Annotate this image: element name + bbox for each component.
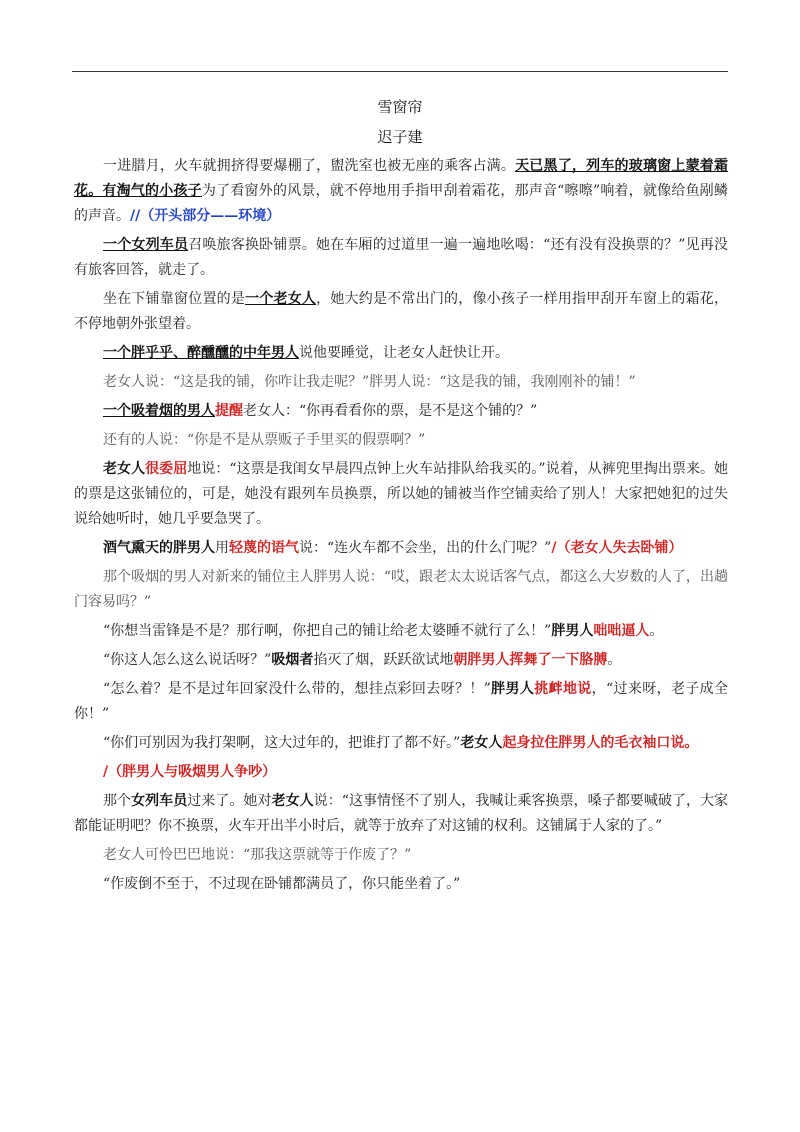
aggrieved-highlight: 很委屈 <box>145 461 188 477</box>
annotation-lost-berth: /（老女人失去卧铺） <box>551 540 683 556</box>
contempt-highlight: 轻蔑的语气 <box>229 540 299 556</box>
paragraph-7: 还有的人说：“你是不是从票贩子手里买的假票啊？” <box>103 432 426 448</box>
provoke-highlight: 挑衅地说 <box>534 681 592 697</box>
paragraph-1: 一进腊月，火车就拥挤得要爆棚了，盥洗室也被无座的乘客占满。天已黑了，列车的玻璃窗上蒙着霜花。有淘气的小孩子为了看窗外的风景，就不停地用手指甲刮着霜花，那声音“嚓嚓”响着，就像给鱼剐鳞的声音。//（开头部分——环境） <box>74 158 729 224</box>
aggressive-highlight: 咄咄逼人 <box>593 623 650 639</box>
header-rule <box>72 71 728 72</box>
paragraph-18: “作废倒不至于，不过现在卧铺都满员了，你只能坐着了。” <box>103 876 461 892</box>
setting-highlight: 天已黑了，列车的玻璃窗上蒙着霜花。 <box>74 158 729 199</box>
paragraph-10: 那个吸烟的男人对新来的铺位主人胖男人说：“哎，跟老太太说话客气点，都这么大岁数的人了，出趟门容易吗？” <box>74 569 728 610</box>
paragraph-9: 酒气熏天的胖男人用轻蔑的语气说：“连火车都不会坐，出的什么门呢？”/（老女人失去卧铺） <box>103 540 683 556</box>
paragraph-15 <box>74 760 728 785</box>
conductor-highlight: 一个女列车员 <box>103 237 189 253</box>
old-woman-highlight: 一个老女人 <box>245 291 317 307</box>
annotation-opening: //（开头部分——环境） <box>130 208 281 224</box>
fat-man-highlight: 一个胖乎乎、醉醺醺的中年男人 <box>103 345 299 361</box>
paragraph-5: 老女人说：“这是我的铺，你咋让我走呢？”胖男人说：“这是我的铺，我刚刚补的铺！” <box>103 374 636 390</box>
sleeve-highlight: 起身拉住胖男人的毛衣袖口说 <box>502 735 685 751</box>
paragraph-17: 老女人可怜巴巴地说：“那我这票就等于作废了？” <box>103 847 412 863</box>
paragraph-2: 一个女列车员召唤旅客换卧铺票。她在车厢的过道里一遍一遍地吆喝：“还有没有没换票的？”见再没有旅客回答，就走了。 <box>74 237 729 278</box>
paragraph-14: “你们可别因为我打架啊，这大过年的，把谁打了都不好。”老女人起身拉住胖男人的毛衣袖口说。 <box>103 735 699 751</box>
remind-highlight: 提醒 <box>215 403 243 419</box>
article-title: 雪窗帘 <box>377 98 423 116</box>
paragraph-8: 老女人很委屈地说：“这票是我闺女早晨四点钟上火车站排队给我买的。”说着，从裤兜里掏出票来。她的票是这张铺位的，可是，她没有跟列车员换票，所以她的铺被当作空铺卖给了别人！大家把她犯的过失说给她听时，她几乎要急哭了。 <box>74 461 729 527</box>
paragraph-11: “你想当雷锋是不是？那行啊，你把自己的铺让给老太婆睡不就行了么！”胖男人咄咄逼人。 <box>103 623 664 639</box>
article-body <box>74 154 728 901</box>
paragraph-6: 一个吸着烟的男人提醒老女人：“你再看看你的票，是不是这个铺的？” <box>103 403 538 419</box>
annotation-quarrel: /（胖男人与吸烟男人争吵） <box>103 764 277 780</box>
paragraph-12: “你这人怎么这么说话呀？”吸烟者掐灭了烟，跃跃欲试地朝胖男人挥舞了一下胳膊。 <box>103 652 622 668</box>
child-highlight: 有淘气的小孩子 <box>102 183 202 199</box>
article-author: 迟子建 <box>377 128 423 146</box>
paragraph-4: 一个胖乎乎、醉醺醺的中年男人说他要睡觉，让老女人赶快让开。 <box>103 345 509 361</box>
smoker-highlight: 一个吸着烟的男人 <box>103 403 215 419</box>
arm-wave-highlight: 朝胖男人挥舞了一下胳膊 <box>453 652 608 668</box>
paragraph-3: 坐在下铺靠窗位置的是一个老女人，她大约是不常出门的，像小孩子一样用指甲刮开车窗上的霜花，不停地朝外张望着。 <box>74 291 728 332</box>
paragraph-16: 那个女列车员过来了。她对老女人说：“这事情怪不了别人，我喊让乘客换票，嗓子都要喊破了，大家都能证明吧？你不换票，火车开出半小时后，就等于放弃了对这铺的权利。这铺属于人家的了。” <box>74 793 729 834</box>
paragraph-13: “怎么着？是不是过年回家没什么带的，想挂点彩回去呀？！”胖男人挑衅地说，“过来呀，老子成全你！” <box>74 681 728 722</box>
